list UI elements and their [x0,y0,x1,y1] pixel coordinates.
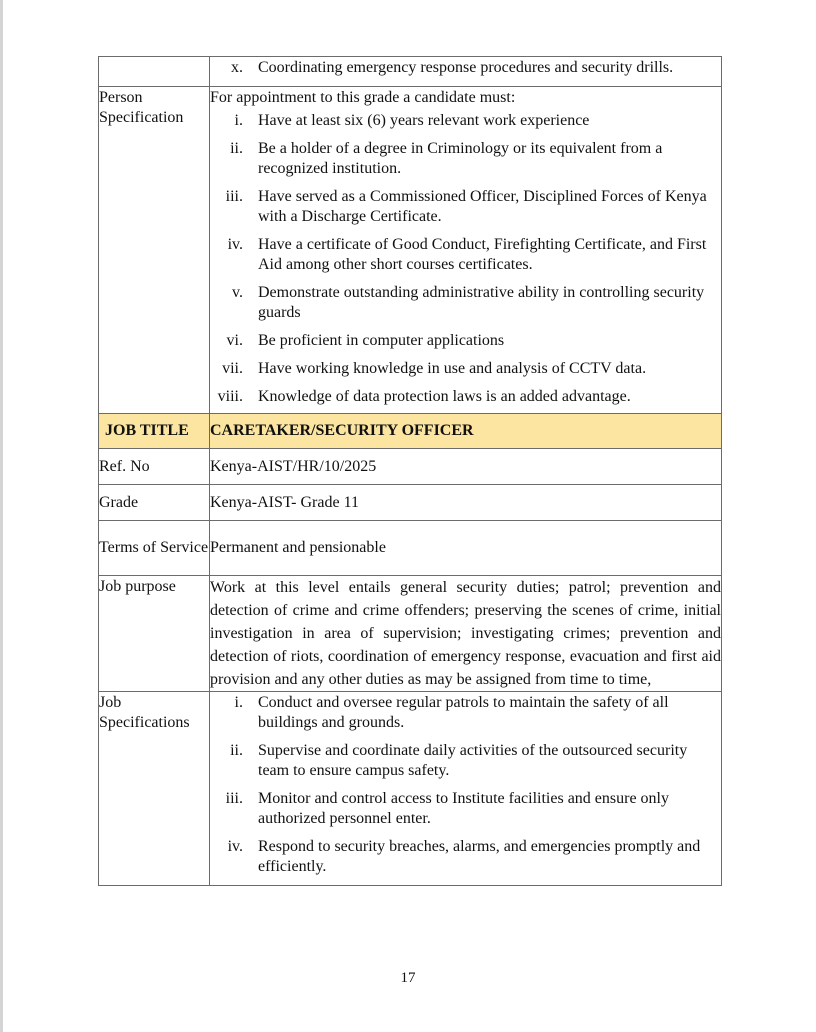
grade-label: Grade [99,485,210,521]
person-spec-label: Person Specification [99,87,210,414]
item-text: Have served as a Commissioned Officer, Disciplined Forces of Kenya with a Discharge Certificate. [258,188,707,225]
job-specs-row [99,692,722,886]
list-item [210,111,721,131]
item-text: Have at least six (6) years relevant work experience [258,112,590,129]
list-item [210,741,721,781]
list-item [210,283,721,323]
job-title-label: JOB TITLE [99,414,210,449]
list-item [210,359,721,379]
list-item [210,58,721,78]
item-text: Supervise and coordinate daily activities of the outsourced security team to ensure campus safety. [258,742,688,779]
continuation-row [99,57,722,87]
terms-value: Permanent and pensionable [210,521,722,576]
ref-no-value: Kenya-AIST/HR/10/2025 [210,449,722,485]
item-number: x. [231,59,243,76]
person-spec-list [210,111,721,407]
item-text: Be a holder of a degree in Criminology or its equivalent from a recognized institution. [258,140,663,177]
item-number: vi. [226,332,243,349]
item-number: i. [234,112,243,129]
job-title-row [99,414,722,449]
grade-value: Kenya-AIST- Grade 11 [210,485,722,521]
list-item [210,837,721,877]
job-purpose-row [99,576,722,692]
terms-row [99,521,722,576]
page-edge [0,0,3,1032]
ref-no-label: Ref. No [99,449,210,485]
item-text: Be proficient in computer applications [258,332,505,349]
job-specs-label: Job Specifications [99,692,210,886]
terms-label: Terms of Service [99,521,210,576]
person-spec-row [99,87,722,414]
item-number: viii. [217,388,243,405]
job-specs-cell [210,692,722,886]
item-number: iv. [227,236,243,253]
continuation-cell [210,57,722,87]
item-number: iii. [225,790,243,807]
item-number: ii. [230,742,243,759]
list-item [210,139,721,179]
job-purpose-label: Job purpose [99,576,210,692]
list-item [210,693,721,733]
item-number: v. [232,284,243,301]
person-spec-cell [210,87,722,414]
item-number: iv. [227,838,243,855]
item-number: ii. [230,140,243,157]
item-text: Coordinating emergency response procedures and security drills. [258,59,674,76]
grade-row [99,485,722,521]
job-specs-list [210,693,721,877]
job-purpose-text: Work at this level entails general security duties; patrol; prevention and detection of crime and crime offenders; preserving the scenes of crime, initial investigation in area of supervision; investigating crimes; prevention and detection of riots, coordination of emergency response, evacuation and first aid provision and any other duties as may be assigned from time to time, [210,576,722,692]
item-number: vii. [222,360,243,377]
job-details-table [98,56,722,886]
item-text: Monitor and control access to Institute facilities and ensure only authorized personnel enter. [258,790,669,827]
list-item [210,331,721,351]
list-item [210,387,721,407]
item-text: Have working knowledge in use and analysis of CCTV data. [258,360,647,377]
person-spec-intro: For appointment to this grade a candidate must: [210,89,516,106]
item-text: Have a certificate of Good Conduct, Firefighting Certificate, and First Aid among other short courses certificates. [258,236,707,273]
page-number: 17 [400,970,416,986]
item-text: Conduct and oversee regular patrols to maintain the safety of all buildings and grounds. [258,694,669,731]
item-text: Respond to security breaches, alarms, and emergencies promptly and efficiently. [258,838,701,875]
ref-no-row [99,449,722,485]
item-number: iii. [225,188,243,205]
list-item [210,789,721,829]
item-text: Knowledge of data protection laws is an added advantage. [258,388,631,405]
job-title-value: CARETAKER/SECURITY OFFICER [210,414,722,449]
list-item [210,187,721,227]
item-number: i. [234,694,243,711]
empty-label-cell [99,57,210,87]
item-text: Demonstrate outstanding administrative ability in controlling security guards [258,284,705,321]
list-item [210,235,721,275]
